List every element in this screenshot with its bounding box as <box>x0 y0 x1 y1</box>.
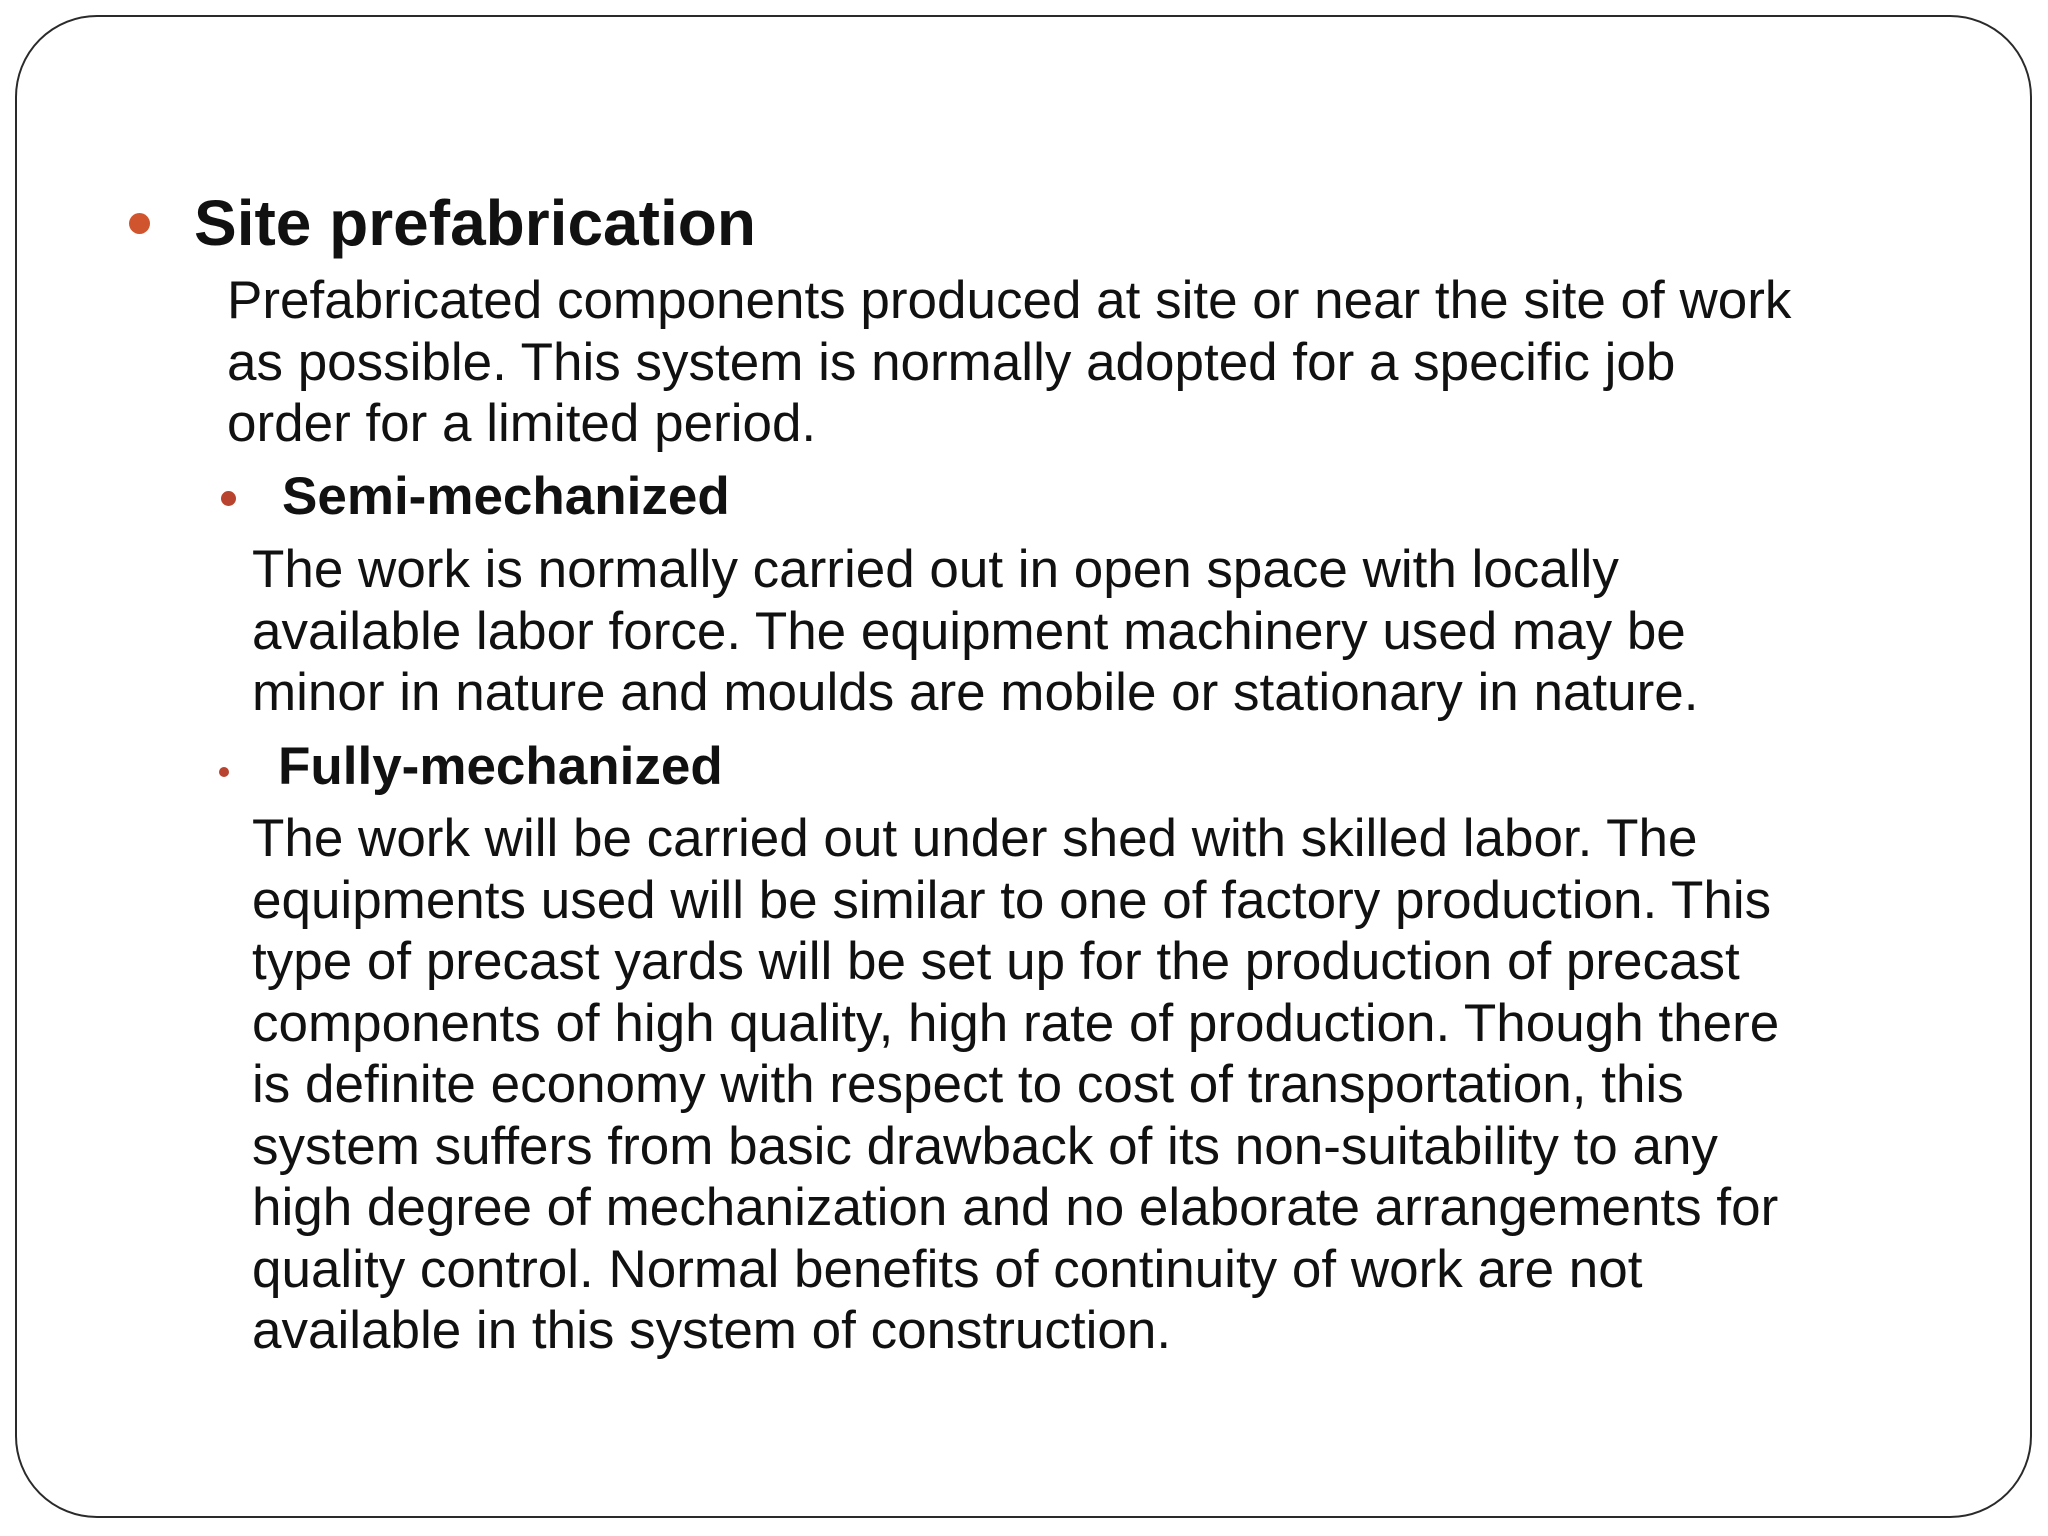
paragraph-line: components of high quality, high rate of production. Though there <box>252 993 1780 1053</box>
paragraph-line: high degree of mechanization and no elaborate arrangements for <box>252 1178 1779 1237</box>
paragraph-line: minor in nature and moulds are mobile or stationary in nature. <box>252 663 1699 722</box>
heading-semi-mechanized: Semi-mechanized <box>282 467 730 526</box>
paragraph-line: Prefabricated components produced at site or near the site of work <box>227 271 1792 330</box>
bullet-icon <box>219 767 229 777</box>
paragraph-line: The work will be carried out under shed with skilled labor. The <box>252 809 1698 868</box>
bullet-icon <box>129 213 150 234</box>
paragraph-line: system suffers from basic drawback of its non-suitability to any <box>252 1116 1718 1176</box>
bullet-icon <box>221 491 236 506</box>
paragraph-fully-mechanized <box>252 808 1779 1362</box>
paragraph-line: available labor force. The equipment machinery used may be <box>252 601 1686 661</box>
paragraph-line: available in this system of construction. <box>252 1301 1172 1360</box>
paragraph-line: as possible. This system is normally adopted for a specific job <box>227 332 1676 392</box>
paragraph-line: is definite economy with respect to cost of transportation, this <box>252 1055 1684 1114</box>
paragraph-line: order for a limited period. <box>227 394 817 453</box>
heading-site-prefabrication: Site prefabrication <box>194 187 756 259</box>
paragraph-line: type of precast yards will be set up for the production of precast <box>252 932 1740 991</box>
paragraph-site-prefabrication <box>227 270 1791 455</box>
paragraph-line: equipments used will be similar to one of factory production. This <box>252 870 1772 930</box>
paragraph-semi-mechanized <box>252 539 1698 724</box>
paragraph-line: The work is normally carried out in open space with locally <box>252 540 1619 599</box>
heading-fully-mechanized: Fully-mechanized <box>278 737 723 796</box>
paragraph-line: quality control. Normal benefits of continuity of work are not <box>252 1239 1643 1299</box>
